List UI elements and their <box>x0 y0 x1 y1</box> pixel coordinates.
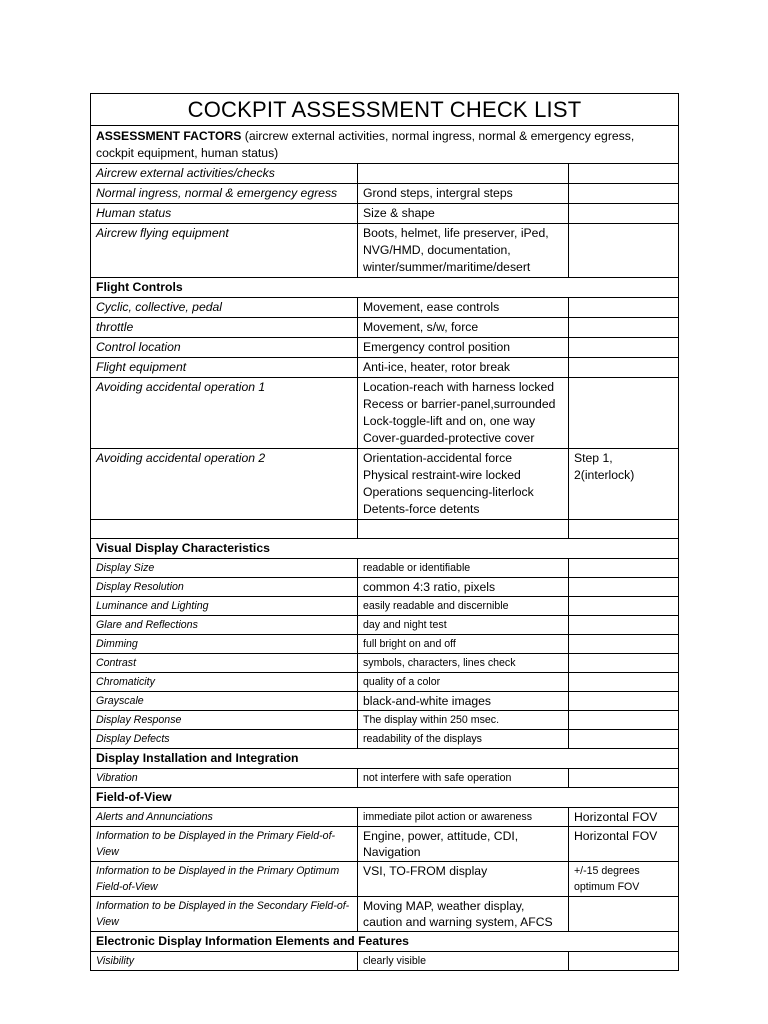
check-cell: Movement, s/w, force <box>358 318 569 338</box>
table-row <box>91 616 679 635</box>
note-cell <box>569 597 679 616</box>
check-cell: immediate pilot action or awareness <box>358 808 569 827</box>
note-cell <box>569 635 679 654</box>
factor-cell: Contrast <box>91 654 358 673</box>
check-cell: clearly visible <box>358 952 569 971</box>
check-line: Recess or barrier-panel,surrounded <box>363 397 556 411</box>
note-cell <box>569 224 679 278</box>
table-row <box>91 769 679 788</box>
section-heading: Visual Display Characteristics <box>91 539 679 559</box>
factor-cell: Display Response <box>91 711 358 730</box>
check-line: Operations sequencing-literlock <box>363 485 534 499</box>
table-row <box>91 897 679 932</box>
factor-cell: Normal ingress, normal & emergency egress <box>91 184 358 204</box>
note-cell <box>569 952 679 971</box>
note-cell <box>569 730 679 749</box>
title-row <box>91 94 679 126</box>
table-row <box>91 862 679 897</box>
factor-cell: Aircrew flying equipment <box>91 224 358 278</box>
note-cell <box>569 616 679 635</box>
note-cell <box>569 378 679 449</box>
table-row <box>91 559 679 578</box>
check-cell: Engine, power, attitude, CDI, Navigation <box>358 827 569 862</box>
table-row <box>91 578 679 597</box>
check-cell <box>358 378 569 449</box>
check-line: Orientation-accidental force <box>363 451 513 465</box>
note-cell <box>569 897 679 932</box>
check-cell: Size & shape <box>358 204 569 224</box>
check-cell: day and night test <box>358 616 569 635</box>
table-row <box>91 378 679 449</box>
check-cell: Grond steps, intergral steps <box>358 184 569 204</box>
factor-cell: Control location <box>91 338 358 358</box>
note-cell <box>569 769 679 788</box>
note-cell <box>569 204 679 224</box>
check-cell: not interfere with safe operation <box>358 769 569 788</box>
factor-cell: Luminance and Lighting <box>91 597 358 616</box>
factor-cell: Cyclic, collective, pedal <box>91 298 358 318</box>
checklist-table <box>90 93 679 971</box>
note-cell <box>569 184 679 204</box>
note-cell <box>569 654 679 673</box>
note-cell <box>569 318 679 338</box>
factor-cell: Display Size <box>91 559 358 578</box>
check-cell: full bright on and off <box>358 635 569 654</box>
factor-cell: Chromaticity <box>91 673 358 692</box>
table-row <box>91 184 679 204</box>
factor-cell: Flight equipment <box>91 358 358 378</box>
section-row-installation <box>91 749 679 769</box>
check-cell: readable or identifiable <box>358 559 569 578</box>
table-row <box>91 318 679 338</box>
table-row <box>91 827 679 862</box>
note-cell: Horizontal FOV <box>569 808 679 827</box>
factor-cell: Vibration <box>91 769 358 788</box>
assessment-factors-detail: (aircrew external activities, normal ingress, normal & emergency egress, cockpit equipment, human status) <box>96 129 635 160</box>
table-row <box>91 358 679 378</box>
check-cell: Anti-ice, heater, rotor break <box>358 358 569 378</box>
check-cell: The display within 250 msec. <box>358 711 569 730</box>
note-cell <box>569 358 679 378</box>
note-cell: Horizontal FOV <box>569 827 679 862</box>
table-row <box>91 952 679 971</box>
note-cell <box>569 338 679 358</box>
assessment-factors-label: ASSESSMENT FACTORS <box>96 129 242 143</box>
section-heading: Flight Controls <box>91 278 679 298</box>
note-cell: +/-15 degrees optimum FOV <box>569 862 679 897</box>
check-cell: readability of the displays <box>358 730 569 749</box>
factor-cell: Information to be Displayed in the Secondary Field-of-View <box>91 897 358 932</box>
factor-cell: Alerts and Annunciations <box>91 808 358 827</box>
note-cell <box>569 164 679 184</box>
check-cell <box>358 449 569 520</box>
note-cell <box>569 559 679 578</box>
note-cell <box>569 711 679 730</box>
check-cell: Movement, ease controls <box>358 298 569 318</box>
note-cell <box>569 692 679 711</box>
factor-cell: Dimming <box>91 635 358 654</box>
factor-cell: Information to be Displayed in the Primary Field-of-View <box>91 827 358 862</box>
table-row <box>91 204 679 224</box>
check-line: Lock-toggle-lift and on, one way <box>363 414 536 428</box>
factor-cell: Human status <box>91 204 358 224</box>
table-row <box>91 673 679 692</box>
factor-cell: Glare and Reflections <box>91 616 358 635</box>
section-heading: Display Installation and Integration <box>91 749 679 769</box>
table-row <box>91 730 679 749</box>
check-cell: common 4:3 ratio, pixels <box>358 578 569 597</box>
check-line: Cover-guarded-protective cover <box>363 431 535 445</box>
factor-cell: Grayscale <box>91 692 358 711</box>
note-cell <box>569 578 679 597</box>
check-cell: VSI, TO-FROM display <box>358 862 569 897</box>
check-cell: Boots, helmet, life preserver, iPed, NVG/HMD, documentation, winter/summer/maritime/desert <box>358 224 569 278</box>
section-row-visual-display <box>91 539 679 559</box>
check-cell: Emergency control position <box>358 338 569 358</box>
note-cell <box>569 298 679 318</box>
factor-cell: Display Resolution <box>91 578 358 597</box>
check-line: Detents-force detents <box>363 502 480 516</box>
table-row <box>91 597 679 616</box>
factor-cell: throttle <box>91 318 358 338</box>
table-row <box>91 338 679 358</box>
check-cell: easily readable and discernible <box>358 597 569 616</box>
table-row <box>91 635 679 654</box>
table-row <box>91 654 679 673</box>
section-row-electronic <box>91 932 679 952</box>
table-row <box>91 224 679 278</box>
table-row <box>91 298 679 318</box>
page-title: COCKPIT ASSESSMENT CHECK LIST <box>91 94 679 126</box>
check-cell: quality of a color <box>358 673 569 692</box>
check-cell: symbols, characters, lines check <box>358 654 569 673</box>
table-row <box>91 449 679 520</box>
check-cell <box>358 164 569 184</box>
section-heading: Electronic Display Information Elements and Features <box>91 932 679 952</box>
blank-row <box>91 520 679 539</box>
check-line: Location-reach with harness locked <box>363 380 555 394</box>
check-line: Physical restraint-wire locked <box>363 468 521 482</box>
table-row <box>91 164 679 184</box>
note-cell <box>569 673 679 692</box>
blank-cell <box>358 520 569 539</box>
blank-cell <box>91 520 358 539</box>
factor-cell: Aircrew external activities/checks <box>91 164 358 184</box>
factor-cell: Visibility <box>91 952 358 971</box>
table-row <box>91 711 679 730</box>
factor-cell: Avoiding accidental operation 1 <box>91 378 358 449</box>
table-row <box>91 808 679 827</box>
note-cell: Step 1, 2(interlock) <box>569 449 679 520</box>
check-cell: black-and-white images <box>358 692 569 711</box>
assessment-factors-row <box>91 126 679 164</box>
factor-cell: Display Defects <box>91 730 358 749</box>
blank-cell <box>569 520 679 539</box>
factor-cell: Avoiding accidental operation 2 <box>91 449 358 520</box>
checklist-sheet <box>90 93 678 971</box>
section-row-flight-controls <box>91 278 679 298</box>
section-heading: Field-of-View <box>91 788 679 808</box>
table-row <box>91 692 679 711</box>
section-row-fov <box>91 788 679 808</box>
factor-cell: Information to be Displayed in the Primary Optimum Field-of-View <box>91 862 358 897</box>
check-cell: Moving MAP, weather display, caution and warning system, AFCS <box>358 897 569 932</box>
assessment-factors <box>91 126 679 164</box>
